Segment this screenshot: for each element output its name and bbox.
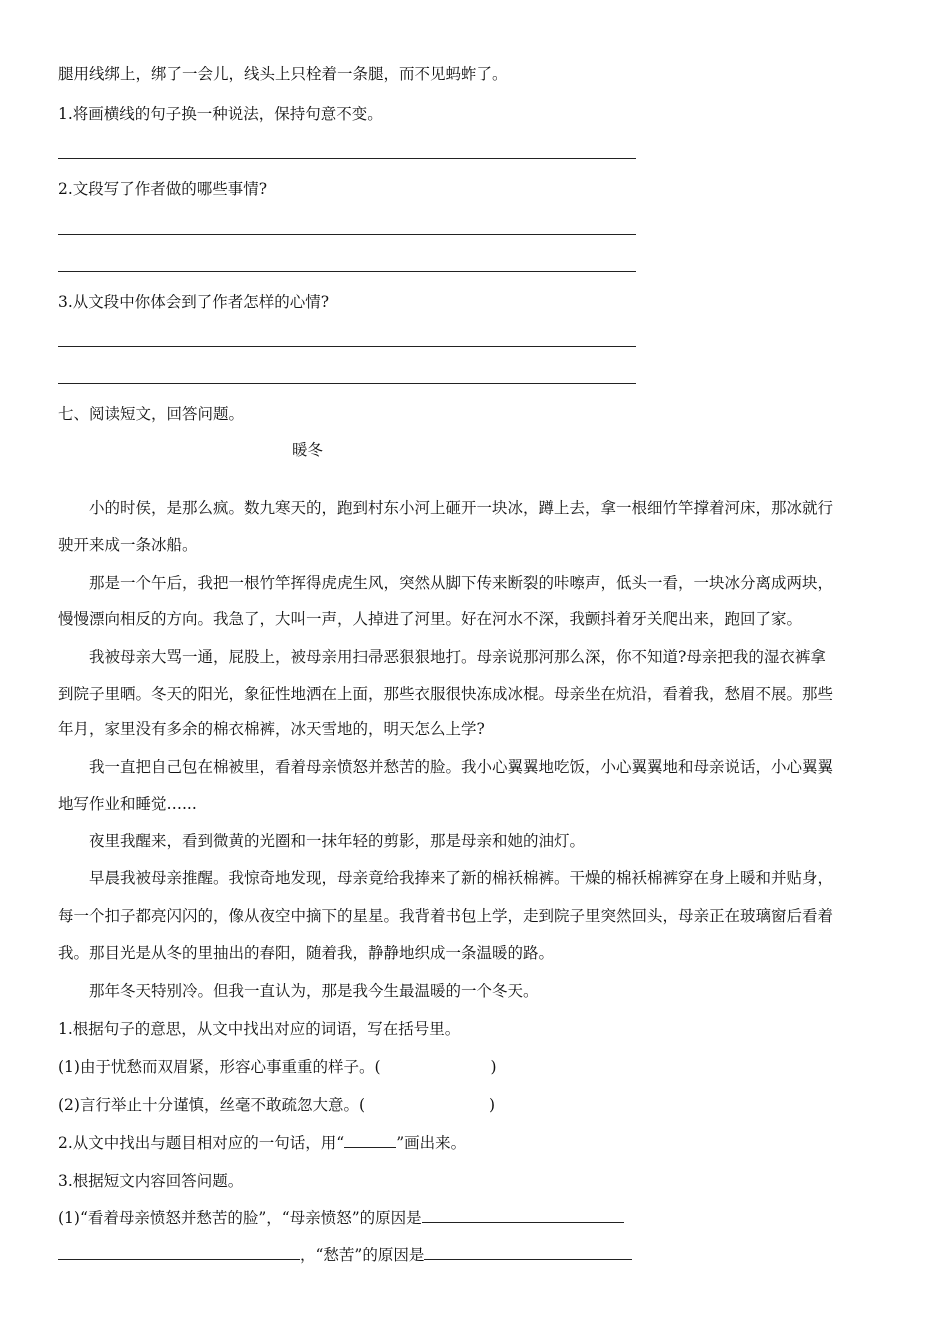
section-heading: 七、阅读短文，回答问题。 (58, 405, 245, 423)
answer-blank[interactable] (422, 1208, 624, 1223)
answer-line (58, 346, 636, 347)
paragraph-line: 年月，家里没有多余的棉衣棉裤，冰天雪地的，明天怎么上学? (58, 720, 485, 738)
passage-question-1: 1.根据句子的意思，从文中找出对应的词语，写在括号里。 (58, 1020, 461, 1038)
answer-line (58, 271, 636, 272)
paragraph-line: 每一个扣子都亮闪闪的，像从夜空中摘下的星星。我背着书包上学，走到院子里突然回头，母亲正在玻璃窗后看着 (58, 907, 834, 925)
close-paren: ) (490, 1058, 497, 1076)
passage-question-3: 3.根据短文内容回答问题。 (58, 1172, 244, 1190)
question-text: 2.从文中找出与题目相对应的一句话，用“ (58, 1134, 345, 1152)
question-text: (1)由于忧愁而双眉紧，形容心事重重的样子。( (58, 1058, 381, 1076)
answer-blank[interactable] (58, 1245, 300, 1260)
underline-mark (344, 1133, 396, 1148)
answer-blank[interactable] (424, 1245, 632, 1260)
paragraph-line: 夜里我醒来，看到微黄的光圈和一抹年轻的剪影，那是母亲和她的油灯。 (89, 832, 586, 850)
paragraph-line: 早晨我被母亲推醒。我惊奇地发现，母亲竟给我捧来了新的棉袄棉裤。干燥的棉袄棉裤穿在身上暖和并贴身， (89, 869, 834, 887)
paragraph-line: 地写作业和睡觉…... (58, 795, 197, 813)
answer-line (58, 234, 636, 235)
question-text: ”画出来。 (396, 1134, 467, 1152)
paragraph-line: 那年冬天特别冷。但我一直认为，那是我今生最温暖的一个冬天。 (89, 982, 539, 1000)
passage-question-3-1-cont (58, 1245, 632, 1265)
question-2: 2.文段写了作者做的哪些事情? (58, 180, 268, 198)
paragraph-line: 那是一个午后，我把一根竹竿挥得虎虎生风，突然从脚下传来断裂的咔嚓声，低头一看，一块冰分离成两块， (89, 574, 834, 592)
passage-question-3-1 (58, 1208, 624, 1228)
passage-question-1-2 (58, 1095, 495, 1115)
paragraph-line: 我被母亲大骂一通，屁股上，被母亲用扫帚恶狠狠地打。母亲说那河那么深，你不知道?母亲把我的湿衣裤拿 (89, 648, 826, 666)
paragraph-line: 慢慢漂向相反的方向。我急了，大叫一声，人掉进了河里。好在河水不深，我颤抖着牙关爬出来，跑回了家。 (58, 610, 803, 628)
question-text: (2)言行举止十分谨慎，丝毫不敢疏忽大意。( (58, 1096, 366, 1114)
paragraph-line: 我一直把自己包在棉被里，看着母亲愤怒并愁苦的脸。我小心翼翼地吃饭，小心翼翼地和母亲说话，小心翼翼 (89, 758, 834, 776)
question-text: (1)“看着母亲愤怒并愁苦的脸”，“母亲愤怒”的原因是 (58, 1209, 422, 1227)
question-3: 3.从文段中你体会到了作者怎样的心情? (58, 293, 330, 311)
question-text: ，“愁苦”的原因是 (300, 1246, 425, 1264)
answer-line (58, 158, 636, 159)
passage-question-2 (58, 1133, 466, 1153)
answer-line (58, 383, 636, 384)
passage-question-1-1 (58, 1057, 497, 1077)
paragraph-line: 小的时侯，是那么疯。数九寒天的，跑到村东小河上砸开一块冰，蹲上去，拿一根细竹竿撑着河床，那冰就行 (89, 499, 834, 517)
intro-line: 腿用线绑上，绑了一会儿，线头上只栓着一条腿，而不见蚂蚱了。 (58, 65, 508, 83)
question-1: 1.将画横线的句子换一种说法，保持句意不变。 (58, 105, 383, 123)
paragraph-line: 我。那目光是从冬的里抽出的春阳，随着我，静静地织成一条温暖的路。 (58, 944, 555, 962)
paragraph-line: 驶开来成一条冰船。 (58, 536, 198, 554)
passage-title: 暖冬 (292, 441, 324, 459)
close-paren: ) (489, 1096, 496, 1114)
paragraph-line: 到院子里晒。冬天的阳光，象征性地洒在上面，那些衣服很快冻成冰棍。母亲坐在炕沿，看着我，愁眉不展。那些 (58, 685, 834, 703)
